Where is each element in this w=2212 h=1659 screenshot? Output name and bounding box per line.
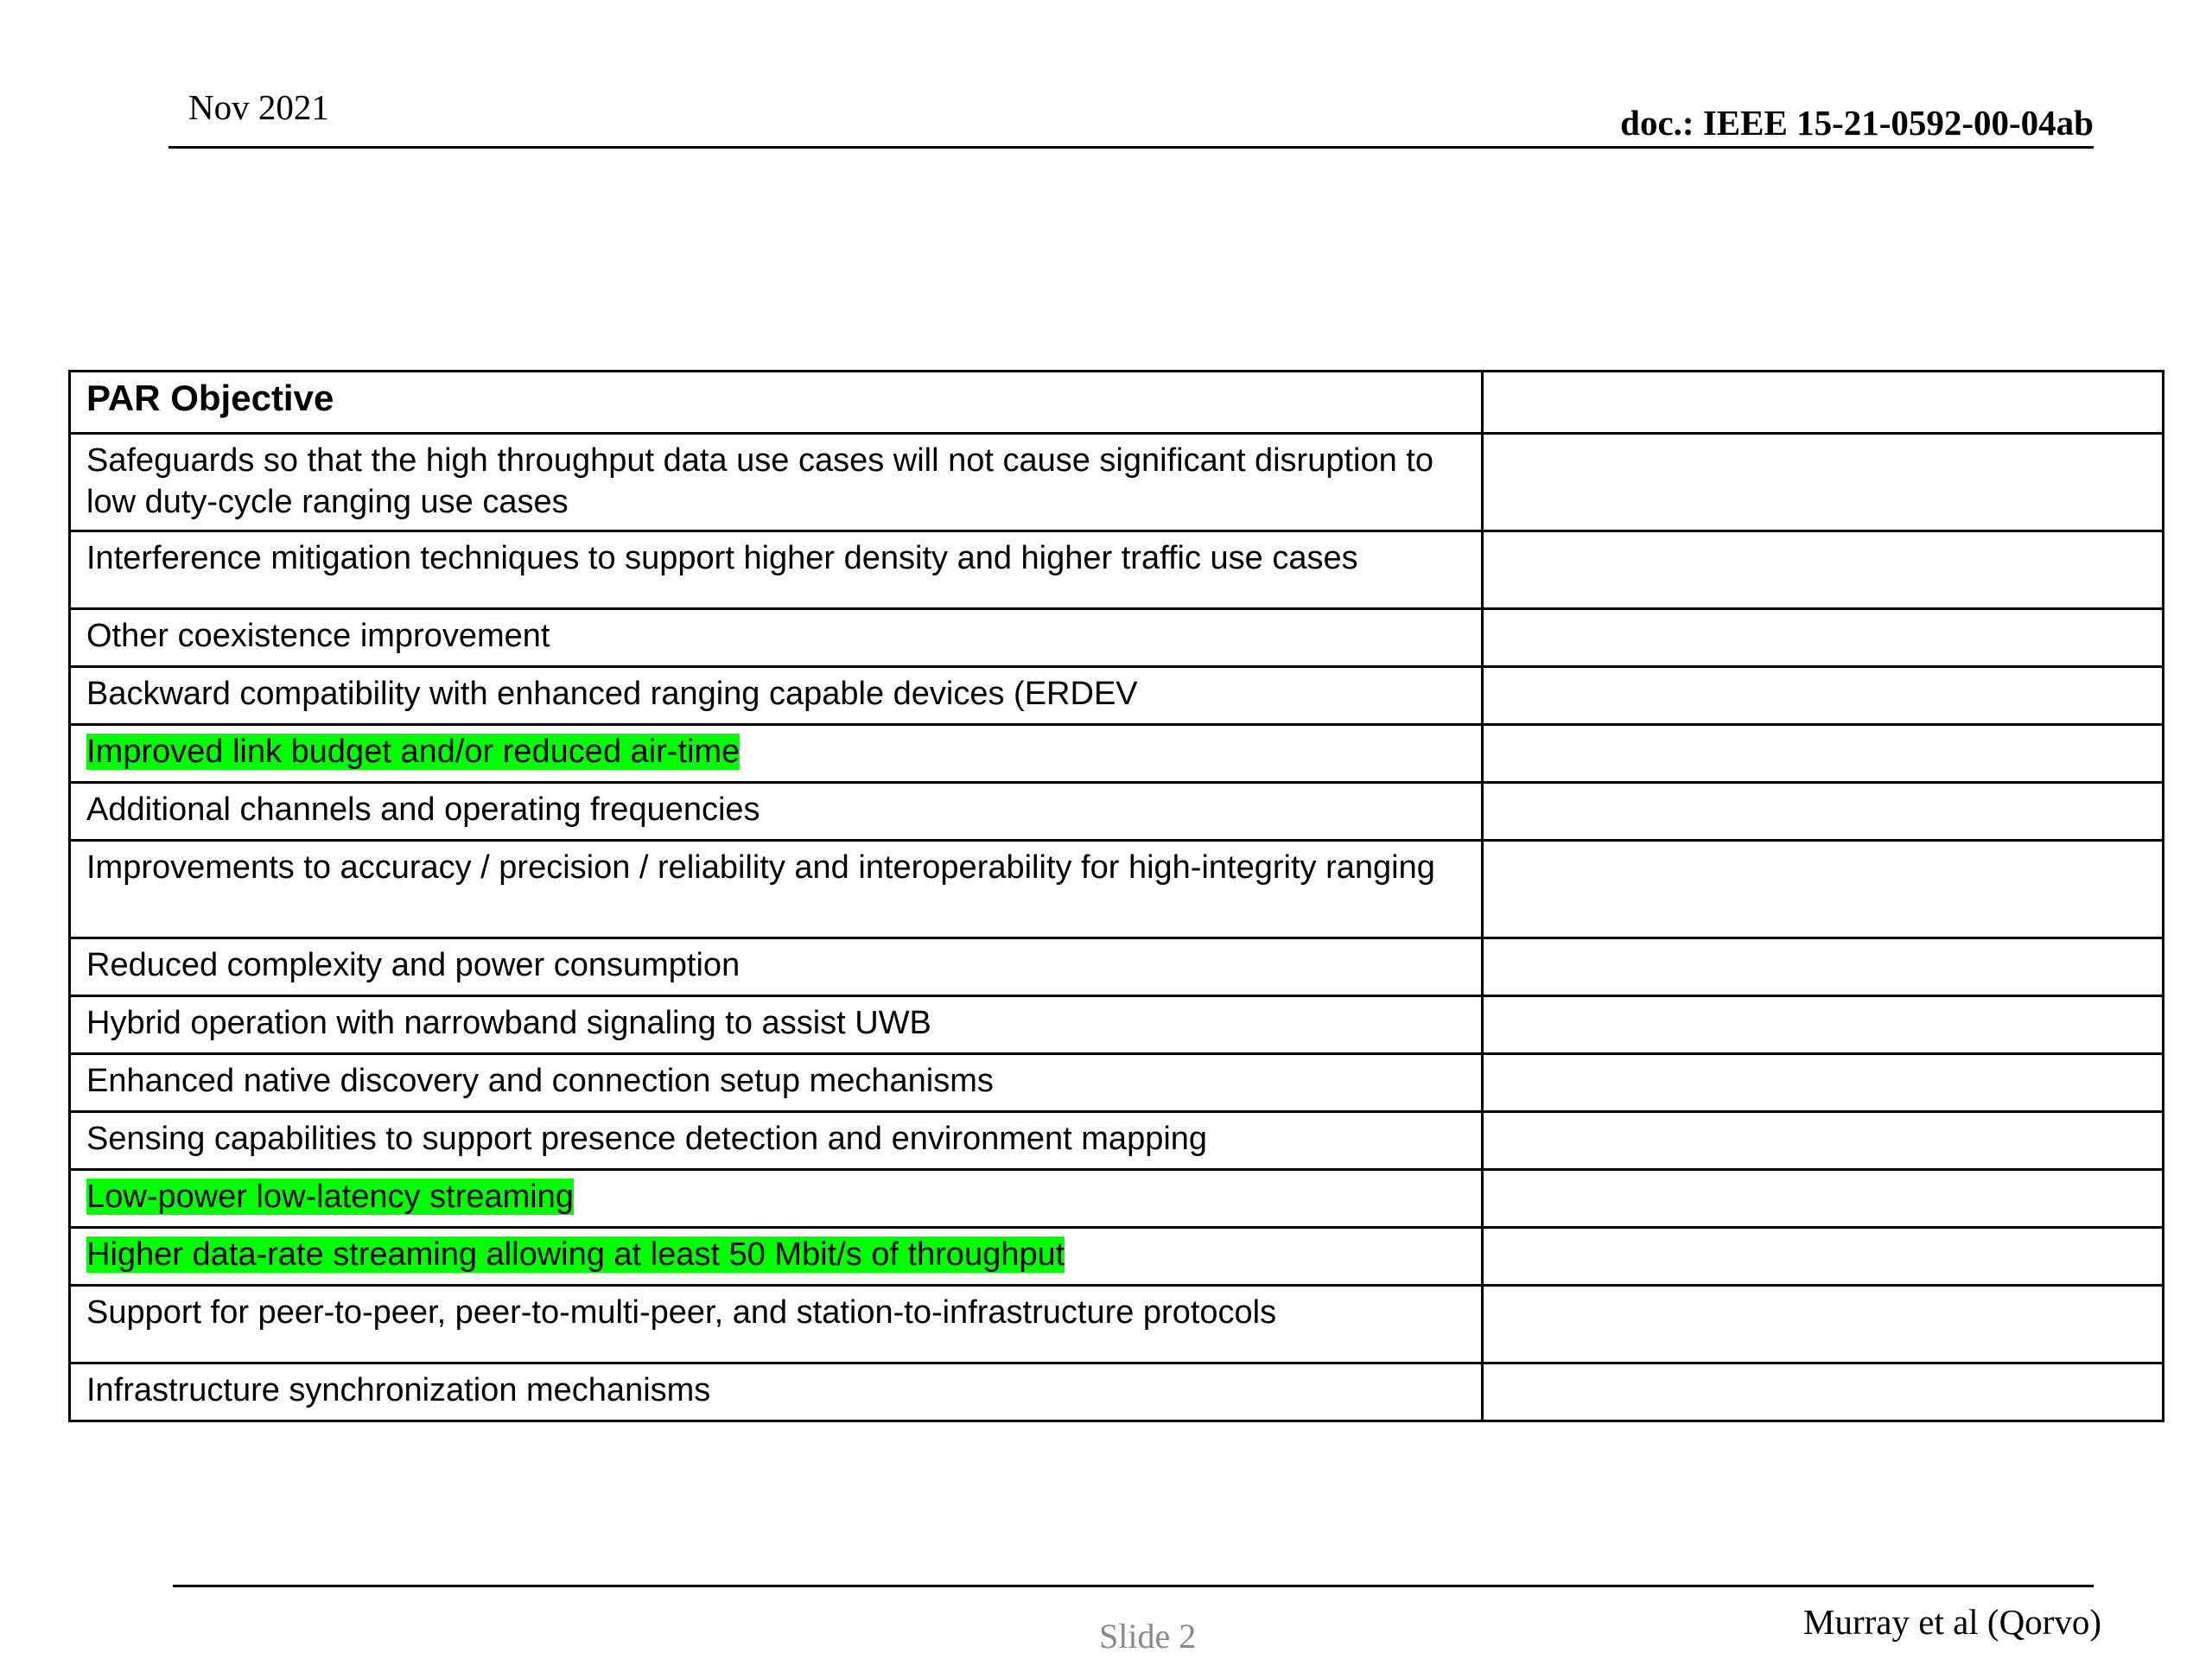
status-cell: [1483, 531, 2164, 609]
status-cell: [1483, 725, 2164, 783]
objective-text-highlighted: Higher data-rate streaming allowing at least 50 Mbit/s of throughput: [86, 1236, 1065, 1273]
table-header-cell: [70, 372, 1483, 434]
table-row: [70, 1286, 2164, 1363]
table-row: [70, 531, 2164, 609]
status-cell: [1483, 783, 2164, 841]
objective-cell: [70, 1112, 1483, 1170]
table-row: [70, 996, 2164, 1054]
objective-text: Backward compatibility with enhanced ranging capable devices (ERDEV: [86, 676, 1138, 712]
table-row: [70, 667, 2164, 725]
objective-cell: [70, 434, 1483, 531]
header-date: Nov 2021: [188, 87, 329, 127]
status-cell: [1483, 609, 2164, 667]
table-row: [70, 1170, 2164, 1228]
objective-text: Additional channels and operating frequencies: [86, 791, 760, 828]
footer-author: Murray et al (Qorvo): [1803, 1602, 2101, 1642]
status-cell: [1483, 841, 2164, 938]
table-header-empty-cell: [1483, 372, 2164, 434]
objective-text: Enhanced native discovery and connection setup mechanisms: [86, 1063, 994, 1099]
table-row: [70, 434, 2164, 531]
objective-text-highlighted: Improved link budget and/or reduced air-time: [86, 734, 741, 770]
status-cell: [1483, 1363, 2164, 1421]
objective-text: Other coexistence improvement: [86, 618, 550, 654]
status-cell: [1483, 434, 2164, 531]
table-row: [70, 841, 2164, 938]
footer-divider: [173, 1585, 2094, 1587]
objective-cell: [70, 938, 1483, 996]
par-objectives-table: [68, 370, 2164, 1422]
objective-cell: [70, 1363, 1483, 1421]
table-row: [70, 783, 2164, 841]
table-row: [70, 1054, 2164, 1112]
table-row: [70, 1363, 2164, 1421]
table-row: [70, 1228, 2164, 1286]
objective-cell: [70, 1054, 1483, 1112]
objective-cell: [70, 609, 1483, 667]
table-row: [70, 938, 2164, 996]
objective-text: Interference mitigation techniques to support higher density and higher traffic use cases: [86, 540, 1358, 576]
status-cell: [1483, 667, 2164, 725]
table-row: [70, 1112, 2164, 1170]
table-row: [70, 725, 2164, 783]
objective-cell: [70, 996, 1483, 1054]
status-cell: [1483, 1112, 2164, 1170]
objective-cell: [70, 783, 1483, 841]
status-cell: [1483, 1286, 2164, 1363]
objective-text: Improvements to accuracy / precision / reliability and interoperability for high-integrity ranging: [86, 849, 1435, 886]
table-header-row: [70, 372, 2164, 434]
table-header-label: PAR Objective: [86, 378, 334, 418]
objective-text: Reduced complexity and power consumption: [86, 947, 741, 983]
objective-cell: [70, 531, 1483, 609]
status-cell: [1483, 938, 2164, 996]
objective-text: Safeguards so that the high throughput data use cases will not cause significant disruption to low duty-cycle ranging use cases: [86, 442, 1433, 520]
table-row: [70, 609, 2164, 667]
objective-text: Sensing capabilities to support presence detection and environment mapping: [86, 1121, 1208, 1157]
objective-cell: [70, 1170, 1483, 1228]
objective-cell: [70, 725, 1483, 783]
objective-text: Support for peer-to-peer, peer-to-multi-peer, and station-to-infrastructure protocols: [86, 1294, 1277, 1331]
objective-text-highlighted: Low-power low-latency streaming: [86, 1179, 574, 1215]
status-cell: [1483, 1054, 2164, 1112]
objective-cell: [70, 841, 1483, 938]
objective-cell: [70, 1228, 1483, 1286]
header-divider: [168, 146, 2094, 149]
status-cell: [1483, 1170, 2164, 1228]
objective-text: Hybrid operation with narrowband signaling to assist UWB: [86, 1005, 931, 1041]
status-cell: [1483, 996, 2164, 1054]
objective-cell: [70, 1286, 1483, 1363]
status-cell: [1483, 1228, 2164, 1286]
objective-cell: [70, 667, 1483, 725]
objective-text: Infrastructure synchronization mechanisms: [86, 1372, 711, 1408]
document-id: doc.: IEEE 15-21-0592-00-04ab: [1620, 103, 2094, 143]
slide-number: Slide 2: [1099, 1617, 1197, 1656]
